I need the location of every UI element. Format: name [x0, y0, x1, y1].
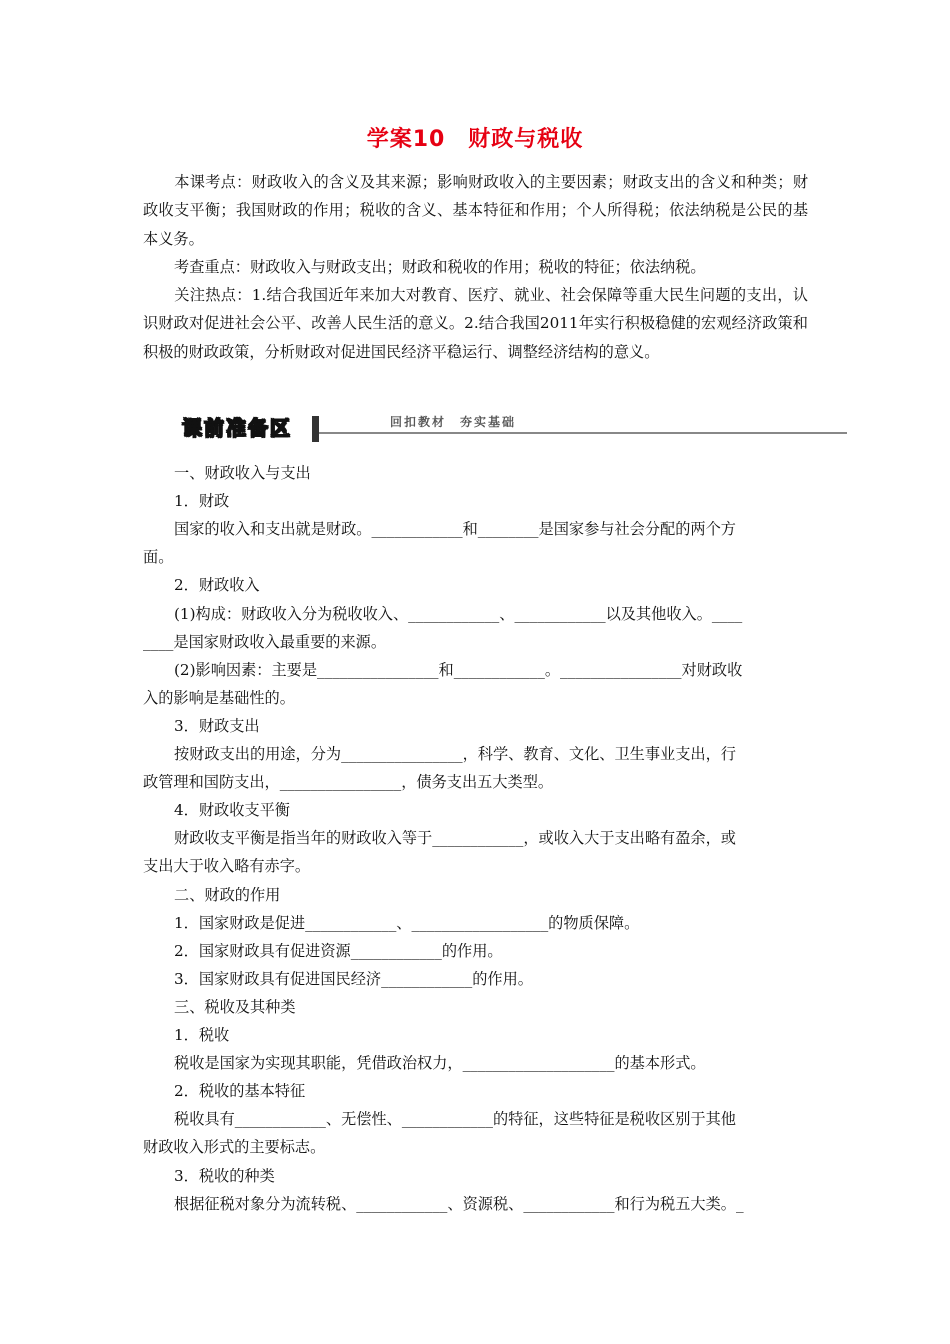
worksheet-line: 一、财政收入与支出	[174, 464, 311, 482]
worksheet-line: 税收具有____________、无偿性、____________的特征，这些特征是税收区别于其他	[174, 1110, 736, 1129]
intro-zhongdian	[143, 253, 808, 281]
worksheet-line: 税收是国家为实现其职能，凭借政治权力，____________________的基本形式。	[174, 1054, 706, 1073]
worksheet-line: (1)构成：财政收入分为税收收入、____________、____________以及其他收入。____	[174, 604, 743, 623]
worksheet-line: 2．税收的基本特征	[174, 1082, 306, 1101]
intro-kaodian-text: 本课考点：财政收入的含义及其来源；影响财政收入的主要因素；财政支出的含义和种类；财政收支平衡；我国财政的作用；税收的含义、基本特征和作用；个人所得税；依法纳税是公民的基本义务。	[143, 173, 808, 248]
worksheet-line: 三、税收及其种类	[174, 997, 296, 1016]
worksheet-line: 2．国家财政具有促进资源____________的作用。	[174, 941, 503, 960]
intro-redian	[143, 281, 808, 366]
worksheet-line: 按财政支出的用途，分为________________，科学、教育、文化、卫生事业支出，行	[174, 745, 736, 763]
worksheet-line: 3．税收的种类	[174, 1166, 275, 1185]
worksheet-line: 3．财政支出	[174, 716, 260, 735]
worksheet-line: 3．国家财政具有促进国民经济____________的作用。	[174, 969, 533, 988]
worksheet-line: 财政收支平衡是指当年的财政收入等于____________，或收入大于支出略有盈余，或	[174, 829, 736, 848]
section-banner-subtitle: 回扣教材 夯实基础	[390, 415, 517, 429]
worksheet-line: 根据征税对象分为流转税、____________、资源税、____________和行为税五大类。_	[174, 1194, 744, 1213]
worksheet-line: 2．财政收入	[174, 576, 260, 595]
worksheet-line: 1．税收	[174, 1026, 230, 1044]
intro-redian-text: 关注热点：1.结合我国近年来加大对教育、医疗、就业、社会保障等重大民生问题的支出，认识财政对促进社会公平、改善人民生活的意义。2.结合我国2011年实行积极稳健的宏观经济政策和积极的财政政策，分析财政对促进国民经济平稳运行、调整经济结构的意义。	[143, 286, 808, 361]
worksheet-line: 1．国家财政是促进____________、__________________的物质保障。	[174, 913, 640, 932]
worksheet-line: 面。	[143, 548, 174, 567]
worksheet-line: 二、财政的作用	[174, 885, 281, 904]
worksheet-line: 财政收入形式的主要标志。	[143, 1138, 326, 1157]
section-banner-label: 课前准备区	[182, 416, 292, 440]
section-banner	[178, 410, 850, 446]
banner-rule	[319, 432, 847, 434]
worksheet-line: ____是国家财政收入最重要的来源。	[143, 632, 386, 651]
worksheet-line: 支出大于收入略有赤字。	[143, 857, 311, 876]
intro-zhongdian-text: 考查重点：财政收入与财政支出；财政和税收的作用；税收的特征；依法纳税。	[174, 258, 706, 276]
banner-bar	[312, 416, 319, 442]
worksheet-line: 入的影响是基础性的。	[143, 688, 295, 707]
worksheet-line: 1．财政	[174, 492, 230, 511]
worksheet-line: (2)影响因素：主要是________________和____________。________________对财政收	[174, 660, 743, 679]
worksheet-line: 国家的收入和支出就是财政。____________和________是国家参与社会分配的两个方	[174, 520, 736, 539]
page-title: 学案10 财政与税收	[366, 127, 584, 152]
worksheet-line: 政管理和国防支出，________________，债务支出五大类型。	[143, 773, 554, 792]
intro-kaodian	[143, 168, 808, 253]
worksheet-line: 4．财政收支平衡	[174, 801, 290, 820]
